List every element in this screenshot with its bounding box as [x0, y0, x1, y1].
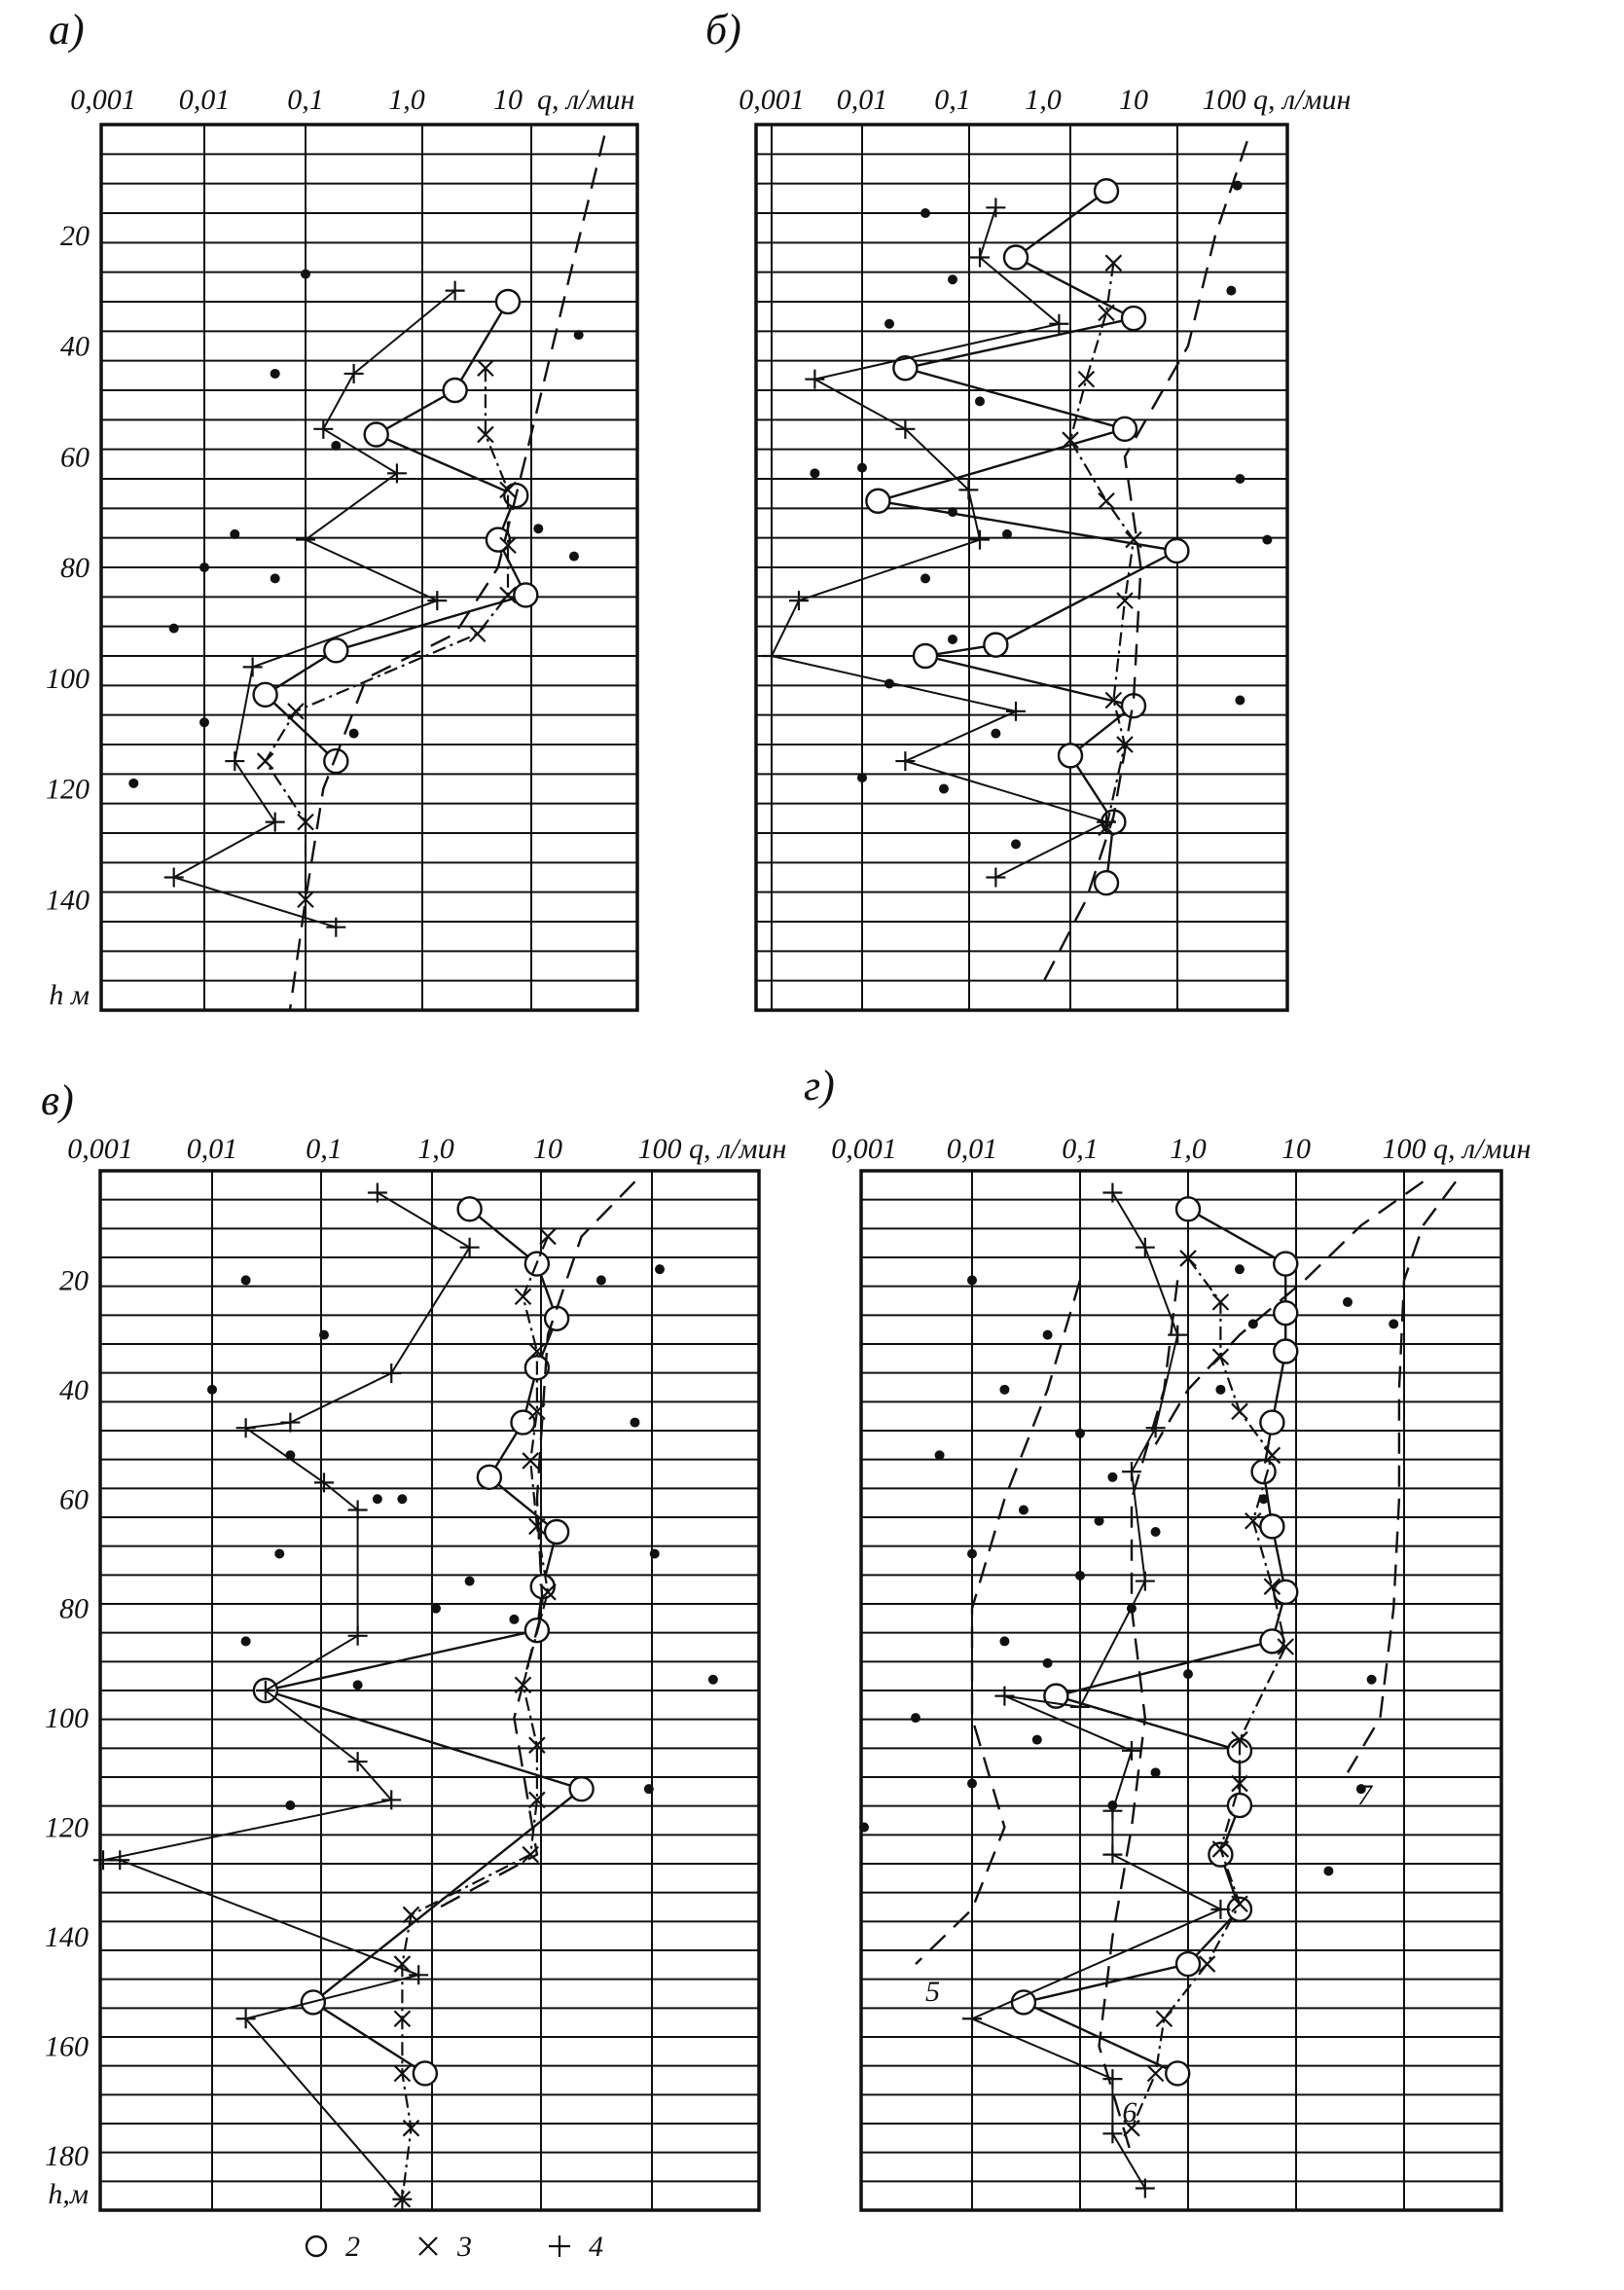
x-tick-label: 0,01 — [178, 84, 231, 116]
point-series-2 — [496, 290, 520, 313]
point-series-1 — [1019, 1506, 1029, 1515]
x-tick-label: 10 — [533, 1133, 562, 1165]
line-series-4 — [174, 291, 455, 927]
point-series-2 — [1274, 1253, 1297, 1276]
point-series-1 — [1127, 1604, 1137, 1614]
x-tick-label: 1,0 — [417, 1133, 454, 1165]
point-series-4 — [427, 591, 447, 610]
x-axis-label: q, л/мин — [689, 1133, 787, 1165]
y-tick-label: 80 — [60, 552, 90, 584]
point-series-3 — [288, 704, 304, 719]
legend-label: 2 — [345, 2231, 360, 2263]
point-series-2 — [1095, 871, 1118, 894]
x-tick-label: 0,01 — [836, 84, 888, 116]
point-series-1 — [884, 319, 894, 329]
point-series-2 — [324, 749, 347, 773]
point-series-2 — [511, 1411, 534, 1435]
x-tick-label: 0,001 — [67, 1133, 133, 1165]
y-tick-label: 80 — [59, 1592, 89, 1625]
legend-symbol-circle — [307, 2236, 326, 2256]
point-series-2 — [444, 379, 467, 402]
point-series-1 — [967, 1779, 977, 1789]
point-series-1 — [1262, 535, 1272, 545]
point-series-1 — [574, 330, 584, 340]
x-tick-label: 100 — [1202, 84, 1246, 116]
point-series-1 — [1367, 1675, 1377, 1685]
point-series-3 — [1245, 1513, 1261, 1529]
panel-label: в) — [41, 1076, 74, 1124]
point-series-1 — [241, 1636, 251, 1646]
point-series-1 — [128, 779, 138, 788]
x-tick-label: 1,0 — [1170, 1133, 1207, 1165]
panel-4 — [804, 1062, 1531, 2210]
panel-2 — [705, 6, 1351, 1010]
point-series-3 — [1200, 1956, 1215, 1972]
point-series-4 — [381, 1363, 401, 1383]
point-series-2 — [1176, 1952, 1200, 1976]
point-series-1 — [533, 524, 543, 533]
point-series-1 — [230, 529, 239, 539]
point-series-3 — [1156, 2011, 1172, 2026]
point-series-1 — [630, 1418, 639, 1428]
point-series-1 — [1043, 1658, 1053, 1668]
point-series-1 — [1075, 1429, 1085, 1438]
point-series-2 — [1274, 1339, 1297, 1363]
curve-label-5: 5 — [924, 1976, 940, 2009]
point-series-3 — [1148, 2065, 1164, 2081]
line-series-6 — [1100, 1280, 1178, 2155]
point-series-4 — [1210, 1900, 1230, 1919]
point-series-1 — [920, 573, 930, 583]
line-series-2 — [1024, 1209, 1285, 2073]
point-series-2 — [1113, 418, 1137, 441]
point-series-4 — [805, 370, 824, 389]
y-tick-label: 100 — [45, 1702, 89, 1735]
point-series-2 — [1012, 1990, 1035, 2014]
point-series-2 — [545, 1307, 568, 1330]
y-tick-label: 20 — [59, 1264, 89, 1297]
point-series-3 — [1099, 493, 1114, 509]
point-series-1 — [920, 208, 930, 218]
point-series-4 — [970, 530, 990, 550]
point-series-1 — [1183, 1669, 1193, 1679]
point-series-1 — [509, 1615, 519, 1624]
point-series-2 — [914, 644, 937, 668]
legend-label: 4 — [589, 2231, 603, 2263]
point-series-4 — [164, 868, 184, 888]
point-series-1 — [1259, 1494, 1269, 1504]
point-series-1 — [948, 635, 957, 644]
line-series-5 — [916, 1280, 1080, 1964]
point-series-1 — [967, 1275, 977, 1285]
point-series-4 — [266, 813, 285, 832]
point-series-2 — [1122, 307, 1145, 330]
y-tick-label: 160 — [45, 2030, 89, 2063]
point-series-2 — [254, 683, 277, 707]
x-tick-label: 0,01 — [946, 1133, 998, 1165]
point-series-4 — [93, 1850, 113, 1870]
x-axis-label: q, л/мин — [1433, 1133, 1532, 1165]
point-series-1 — [1248, 1319, 1258, 1328]
point-series-4 — [446, 281, 465, 301]
x-tick-label: 1,0 — [1025, 84, 1062, 116]
point-series-1 — [999, 1636, 1009, 1646]
point-series-1 — [1075, 1571, 1085, 1581]
point-series-3 — [1078, 372, 1094, 387]
point-series-4 — [326, 918, 345, 937]
point-series-2 — [570, 1777, 594, 1800]
point-series-1 — [1323, 1866, 1333, 1875]
point-series-1 — [948, 274, 957, 284]
curve-label-6: 6 — [1122, 2095, 1137, 2128]
point-series-1 — [274, 1548, 284, 1558]
x-tick-label: 0,001 — [70, 84, 136, 116]
point-series-1 — [967, 1548, 977, 1558]
point-series-1 — [1107, 1800, 1117, 1810]
point-series-2 — [458, 1197, 482, 1220]
point-series-1 — [207, 1385, 217, 1395]
point-series-4 — [387, 463, 407, 483]
point-series-1 — [569, 552, 579, 562]
point-series-1 — [1151, 1767, 1161, 1777]
point-series-4 — [409, 1965, 428, 1984]
y-axis-label: h,м — [48, 2178, 89, 2210]
point-series-1 — [1151, 1527, 1161, 1537]
point-series-4 — [762, 646, 781, 666]
x-tick-label: 0,01 — [186, 1133, 238, 1165]
point-series-3 — [515, 1289, 530, 1304]
point-series-1 — [655, 1264, 665, 1274]
point-series-2 — [324, 638, 347, 662]
point-series-2 — [984, 634, 1007, 657]
point-series-1 — [1389, 1319, 1398, 1328]
y-tick-label: 140 — [46, 884, 90, 917]
point-series-2 — [414, 2061, 437, 2085]
point-series-4 — [314, 1472, 334, 1492]
point-series-4 — [895, 751, 915, 771]
point-series-1 — [884, 678, 894, 688]
point-series-2 — [1095, 179, 1118, 202]
x-tick-label: 10 — [493, 84, 523, 116]
point-series-1 — [935, 1450, 945, 1460]
point-series-4 — [986, 868, 1005, 888]
y-tick-label: 120 — [46, 773, 90, 806]
point-series-4 — [460, 1238, 480, 1257]
point-series-4 — [1122, 1741, 1141, 1761]
point-series-2 — [1274, 1301, 1297, 1325]
line-series-4 — [772, 207, 1106, 877]
point-series-4 — [1136, 1238, 1155, 1257]
point-series-3 — [1126, 532, 1141, 548]
point-series-1 — [1233, 181, 1243, 191]
point-series-1 — [999, 1385, 1009, 1395]
y-tick-label: 40 — [59, 1373, 89, 1406]
point-series-2 — [478, 1466, 501, 1489]
point-series-1 — [857, 773, 867, 782]
point-series-2 — [545, 1520, 568, 1544]
y-tick-label: 140 — [45, 1920, 89, 1953]
curve-label-7: 7 — [1356, 1778, 1372, 1811]
y-axis-label: h м — [49, 979, 90, 1011]
point-series-2 — [365, 423, 388, 447]
point-series-2 — [1165, 539, 1188, 563]
point-series-2 — [866, 490, 889, 513]
point-series-4 — [986, 198, 1005, 217]
point-series-1 — [319, 1330, 329, 1340]
point-series-1 — [650, 1548, 660, 1558]
line-series-3 — [402, 1237, 548, 2199]
point-series-1 — [859, 1823, 869, 1833]
point-series-4 — [789, 591, 809, 610]
point-series-1 — [948, 507, 957, 517]
point-series-1 — [1011, 839, 1021, 849]
point-series-2 — [1260, 1514, 1283, 1538]
line-series-envelope — [290, 135, 604, 1010]
point-series-1 — [397, 1494, 407, 1504]
x-tick-label: 0,001 — [831, 1133, 897, 1165]
point-series-1 — [810, 468, 819, 478]
point-series-1 — [596, 1275, 606, 1285]
x-tick-label: 1,0 — [388, 84, 425, 116]
point-series-1 — [975, 396, 985, 406]
line-series-3 — [266, 368, 508, 899]
point-series-1 — [169, 624, 179, 634]
point-series-4 — [110, 1850, 129, 1870]
point-series-4 — [1006, 702, 1026, 721]
point-series-1 — [1235, 474, 1245, 484]
point-series-1 — [331, 441, 341, 451]
point-series-1 — [1215, 1385, 1225, 1395]
point-series-2 — [514, 583, 537, 606]
point-series-3 — [258, 753, 273, 769]
point-series-1 — [911, 1713, 920, 1723]
point-series-4 — [348, 1626, 368, 1646]
point-series-2 — [1166, 2061, 1189, 2085]
x-axis-label: q, л/мин — [1253, 84, 1352, 116]
point-series-4 — [1102, 2124, 1122, 2143]
panel-3 — [41, 1076, 786, 2210]
panel-label: г) — [804, 1062, 835, 1109]
point-series-1 — [991, 729, 1000, 739]
point-series-1 — [1226, 286, 1236, 296]
y-tick-label: 40 — [60, 330, 90, 363]
point-series-4 — [280, 1413, 300, 1433]
point-series-1 — [857, 463, 867, 473]
point-series-1 — [349, 729, 359, 739]
point-series-4 — [313, 419, 333, 439]
y-tick-label: 100 — [46, 662, 90, 695]
point-series-1 — [199, 563, 209, 572]
point-series-3 — [470, 626, 486, 641]
line-series-3 — [1132, 1258, 1285, 2128]
x-tick-label: 10 — [1119, 84, 1148, 116]
point-series-1 — [1343, 1297, 1353, 1307]
panel-1 — [46, 6, 637, 1011]
point-series-4 — [994, 1687, 1014, 1706]
point-series-1 — [1235, 1264, 1245, 1274]
x-tick-label: 0,1 — [287, 84, 324, 116]
point-series-4 — [296, 530, 315, 550]
point-series-2 — [1004, 246, 1028, 270]
point-series-1 — [939, 784, 949, 794]
point-series-3 — [1232, 1403, 1247, 1419]
point-series-1 — [465, 1577, 475, 1586]
point-series-1 — [241, 1275, 251, 1285]
point-series-1 — [644, 1784, 654, 1794]
point-series-3 — [540, 1228, 556, 1244]
point-series-3 — [1117, 593, 1133, 608]
point-series-4 — [1102, 1845, 1122, 1865]
y-tick-label: 60 — [60, 441, 90, 474]
point-series-1 — [1095, 1516, 1104, 1526]
y-tick-label: 120 — [45, 1811, 89, 1844]
point-series-1 — [1002, 529, 1012, 539]
y-tick-label: 180 — [45, 2139, 89, 2172]
point-series-1 — [271, 573, 280, 583]
legend — [307, 2231, 603, 2263]
y-tick-label: 60 — [59, 1483, 89, 1516]
y-tick-label: 20 — [60, 219, 90, 252]
point-series-2 — [1176, 1197, 1200, 1220]
point-series-1 — [1235, 696, 1245, 706]
point-series-1 — [708, 1675, 718, 1685]
point-series-2 — [1059, 744, 1082, 767]
point-series-2 — [1252, 1460, 1276, 1483]
legend-symbol-cross — [419, 2237, 437, 2255]
point-series-1 — [285, 1450, 295, 1460]
point-series-4 — [225, 751, 244, 771]
x-tick-label: 10 — [1281, 1133, 1311, 1165]
x-axis-label: q, л/мин — [537, 84, 635, 116]
line-series-envelope — [1043, 141, 1247, 983]
x-tick-label: 0,001 — [739, 84, 805, 116]
point-series-1 — [1107, 1472, 1117, 1482]
point-series-1 — [373, 1494, 382, 1504]
panel-label: а) — [49, 6, 85, 54]
point-series-4 — [236, 1418, 256, 1437]
x-tick-label: 0,1 — [934, 84, 971, 116]
point-series-2 — [1260, 1411, 1283, 1435]
point-series-1 — [353, 1680, 363, 1690]
point-series-1 — [301, 270, 310, 279]
line-series-7 — [1348, 1181, 1456, 1772]
x-tick-label: 0,1 — [306, 1133, 343, 1165]
point-series-4 — [962, 2009, 982, 2028]
x-tick-label: 0,1 — [1062, 1133, 1099, 1165]
point-series-1 — [431, 1604, 441, 1614]
point-series-1 — [1043, 1330, 1053, 1340]
x-tick-label: 100 — [637, 1133, 682, 1165]
panel-label: б) — [705, 6, 741, 54]
legend-label: 3 — [457, 2231, 472, 2263]
point-series-1 — [1032, 1735, 1042, 1745]
point-series-4 — [243, 657, 263, 676]
legend-symbol-plus — [549, 2235, 570, 2257]
point-series-1 — [285, 1800, 295, 1810]
x-tick-label: 100 — [1382, 1133, 1426, 1165]
point-series-1 — [271, 369, 280, 379]
point-series-1 — [199, 717, 209, 727]
